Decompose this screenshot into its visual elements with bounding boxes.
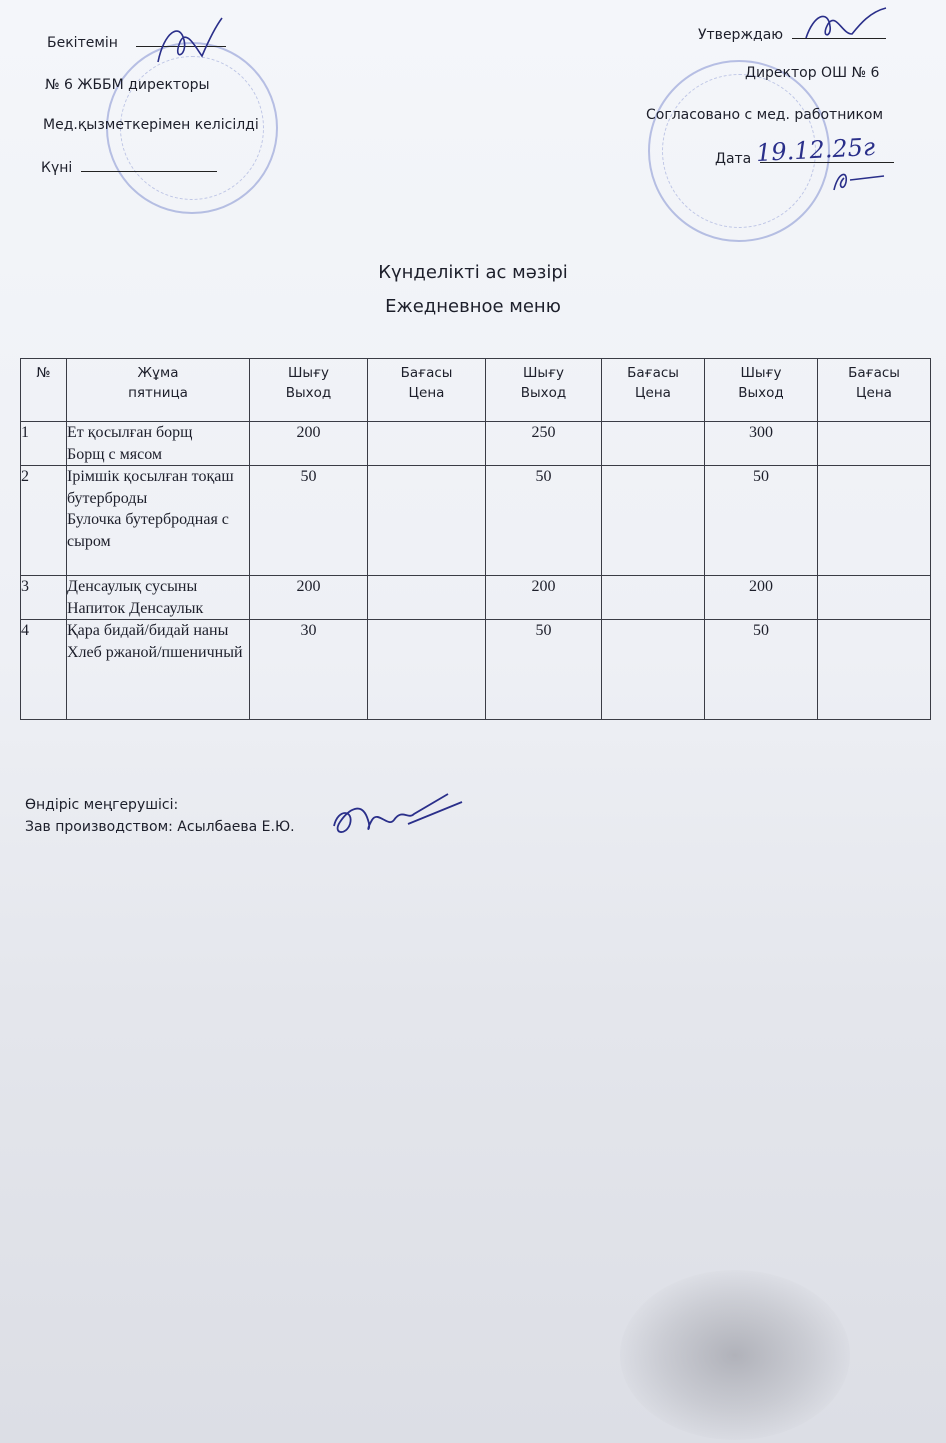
row-dish (67, 576, 250, 620)
header-price-3 (818, 359, 931, 422)
date-kz-label: Күні (41, 160, 73, 176)
table-row (21, 466, 931, 576)
row-price-2 (602, 466, 705, 576)
header-output-2 (486, 359, 602, 422)
row-output-2: 50 (486, 466, 602, 576)
table-header-row (21, 359, 931, 422)
row-output-2: 200 (486, 576, 602, 620)
dish-name-ru: Хлеб ржаной/пшеничный (67, 643, 243, 661)
header-price-kz: Бағасы (400, 365, 453, 381)
row-dish (67, 422, 250, 466)
dish-name-kz: Ет қосылған борщ (67, 424, 193, 441)
header-output-ru: Выход (520, 385, 567, 402)
row-output-2: 50 (486, 620, 602, 720)
page-title-ru: Ежедневное меню (385, 296, 561, 317)
header-output-ru: Выход (738, 385, 784, 402)
page-title-kz: Күнделікті ас мәзірі (378, 262, 568, 283)
row-price-3 (818, 620, 931, 720)
agreed-kz: Мед.қызметкерімен келісілді (43, 117, 259, 133)
director-ru: Директор ОШ № 6 (745, 65, 880, 81)
row-price-3 (818, 422, 931, 466)
row-output-3: 200 (705, 576, 818, 620)
row-price-1 (368, 466, 486, 576)
row-num: 2 (21, 466, 67, 576)
production-head-signature (328, 790, 468, 850)
menu-table (20, 358, 931, 720)
header-output-kz: Шығу (522, 365, 565, 381)
header-price-kz: Бағасы (627, 365, 679, 381)
director-kz: № 6 ЖББМ директоры (45, 77, 210, 93)
dish-name-kz: Ірімшік қосылған тоқаш бутерброды (67, 468, 234, 507)
table-row (21, 576, 931, 620)
header-output-ru: Выход (285, 385, 332, 402)
dish-name-ru: Борщ с мясом (67, 445, 163, 463)
agreed-ru: Согласовано с мед. работником (646, 107, 884, 123)
row-dish (67, 620, 250, 720)
dish-name-ru: Напиток Денсаулык (67, 599, 204, 617)
row-price-2 (602, 620, 705, 720)
row-num: 1 (21, 422, 67, 466)
table-row (21, 620, 931, 720)
medic-signature (828, 166, 888, 196)
row-price-2 (602, 576, 705, 620)
header-output-kz: Шығу (287, 365, 330, 381)
header-day (67, 359, 250, 422)
production-head-ru: Зав производством: Асылбаева Е.Ю. (25, 819, 295, 835)
director-signature-right (800, 4, 890, 44)
production-head-kz: Өндіріс меңгерушісі: (25, 797, 179, 813)
row-dish (67, 466, 250, 576)
row-output-3: 50 (705, 620, 818, 720)
date-ru-label: Дата (715, 151, 752, 167)
row-output-1: 200 (250, 576, 368, 620)
date-ru-handwritten: 19.12.25г (755, 132, 876, 168)
header-price-kz: Бағасы (848, 365, 900, 381)
row-price-1 (368, 576, 486, 620)
approve-kz-label: Бекітемін (47, 35, 118, 51)
header-day-kz: Жұма (137, 365, 179, 381)
row-output-2: 250 (486, 422, 602, 466)
row-output-1: 50 (250, 466, 368, 576)
header-num: № (21, 359, 67, 422)
header-price-ru: Цена (856, 385, 892, 402)
header-price-ru: Цена (635, 385, 671, 402)
table-row (21, 422, 931, 466)
header-price-ru: Цена (408, 385, 445, 402)
row-price-1 (368, 620, 486, 720)
header-output-kz: Шығу (740, 365, 782, 381)
approve-ru-label: Утверждаю (698, 27, 784, 43)
ink-smudge (620, 1270, 850, 1440)
dish-name-ru: Булочка бутербродная с сыром (67, 511, 229, 550)
dish-name-kz: Денсаулық сусыны (67, 578, 198, 596)
row-output-3: 50 (705, 466, 818, 576)
header-output-1 (250, 359, 368, 422)
row-num: 4 (21, 620, 67, 720)
date-kz (41, 161, 217, 175)
row-price-3 (818, 576, 931, 620)
row-output-1: 200 (250, 422, 368, 466)
row-num: 3 (21, 576, 67, 620)
header-day-ru: пятница (128, 385, 188, 402)
header-output-3 (705, 359, 818, 422)
header-price-2 (602, 359, 705, 422)
header-price-1 (368, 359, 486, 422)
dish-name-kz: Қара бидай/бидай наны (67, 622, 229, 640)
row-price-2 (602, 422, 705, 466)
row-price-1 (368, 422, 486, 466)
director-signature-left (150, 12, 230, 72)
row-output-3: 300 (705, 422, 818, 466)
row-price-3 (818, 466, 931, 576)
date-kz-line (81, 171, 217, 172)
row-output-1: 30 (250, 620, 368, 720)
